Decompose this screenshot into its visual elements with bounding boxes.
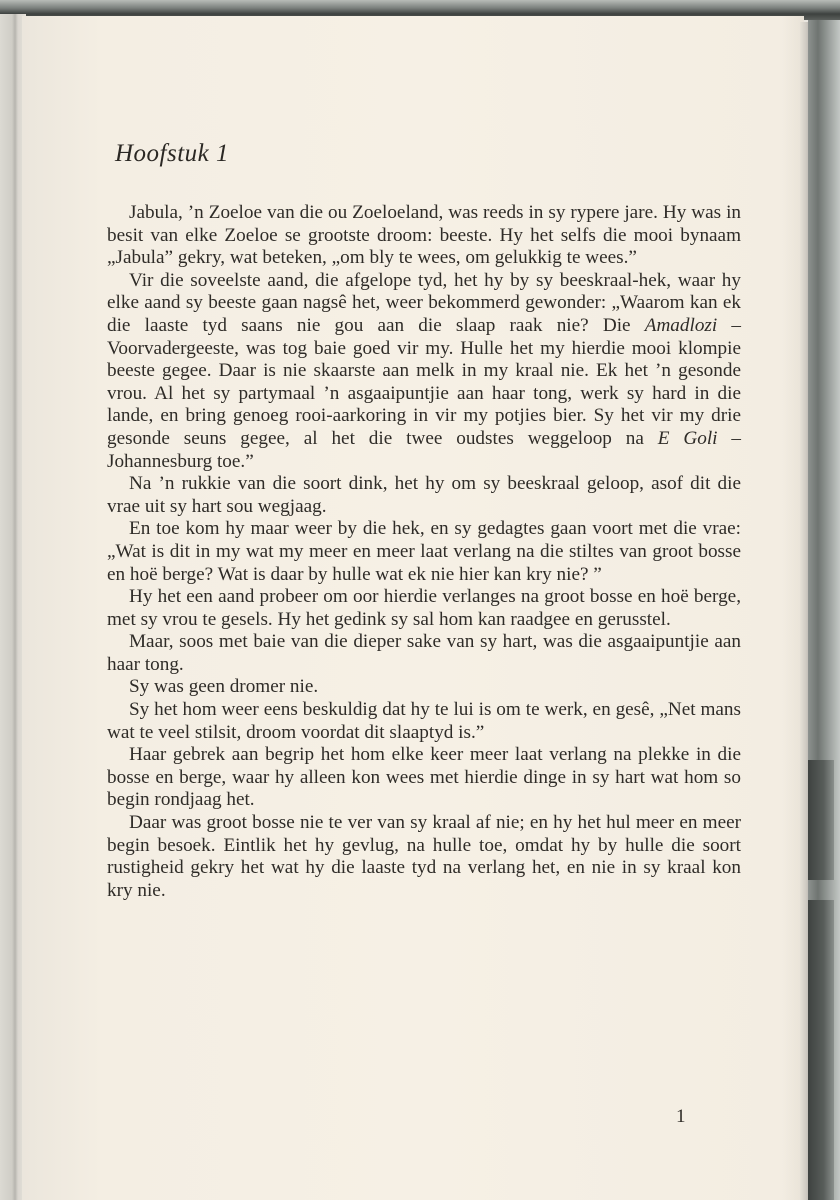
paragraph <box>107 270 741 473</box>
paragraph: Sy was geen dromer nie. <box>129 676 319 698</box>
paragraph: En toe kom hy maar weer by die hek, en sy gedagtes gaan voort met die vrae: „Wat is dit in my wat my meer en meer laat verlang na die stiltes van groot bosse en hoë berge? Wat is daar by hulle wat ek nie hier kan kry nie? ” <box>107 518 741 585</box>
paragraph: Hy het een aand probeer om oor hierdie verlanges na groot bosse en hoë berge, met sy vrou te gesels. Hy het gedink sy sal hom kan raadgee en gerusstel. <box>107 586 741 630</box>
italic-term: Amadlozi <box>644 314 718 336</box>
paragraph: Na ’n rukkie van die soort dink, het hy om sy beeskraal geloop, asof dit die vrae uit sy hart sou wegjaag. <box>107 473 741 517</box>
paragraph: Jabula, ’n Zoeloe van die ou Zoeloeland, was reeds in sy rypere jare. Hy was in besit van elke Zoeloe se grootste droom: beeste. Hy het selfs die mooi bynaam „Jabula” gekry, wat beteken, „om bly te wees, om gelukkig te wees.” <box>107 202 741 269</box>
paragraph: Maar, soos met baie van die dieper sake van sy hart, was die asgaaipuntjie aan haar tong. <box>107 631 741 675</box>
page-number: 1 <box>676 1106 686 1127</box>
paragraph-text: – Voorvadergeeste, was tog baie goed vir my. Hulle het my hierdie mooi klompie beeste gegee. Daar is nie skaarste aan melk in my kraal nie. Ek het ’n gesonde vrou. Al het sy partymaal ’n asgaaipuntjie aan haar tong, werk sy hard in die lande, en bring genoeg rooi-aarkoring in vir my potjies bier. Sy het vir my drie gesonde seuns gegee, al het die twee oudstes weggeloop na <box>107 314 742 449</box>
page-content <box>107 140 741 902</box>
paragraph: Daar was groot bosse nie te ver van sy kraal af nie; en hy het hul meer en meer begin besoek. Eintlik het hy gevlug, na hulle toe, omdat hy by hulle die soort rustigheid gekry het wat hy die laaste tyd na verlang het, en nie in sy kraal kon kry nie. <box>107 812 741 901</box>
italic-term: E Goli <box>657 427 718 449</box>
paragraph-text: Vir die soveelste aand, die afgelope tyd, het hy by sy beeskraal-hek, waar hy elke aand sy beeste gaan nagsê het, weer bekommerd gewonder: „Waarom kan ek die laaste tyd saans nie gou aan die slaap raak nie? Die <box>107 269 741 336</box>
paragraph: Haar gebrek aan begrip het hom elke keer meer laat verlang na plekke in die bosse en berge, waar hy alleen kon wees met hierdie dinge in sy hart wat hom so begin rondjaag het. <box>107 744 741 811</box>
chapter-title: Hoofstuk 1 <box>115 140 230 167</box>
paragraph: Sy het hom weer eens beskuldig dat hy te lui is om te werk, en gesê, „Net mans wat te veel stilsit, droom voordat dit slaaptyd is.” <box>107 699 741 743</box>
paragraph-text: – Johannesburg toe.” <box>107 427 742 472</box>
binding-shadow-band <box>808 760 834 880</box>
binding-shadow-band <box>808 900 834 1200</box>
